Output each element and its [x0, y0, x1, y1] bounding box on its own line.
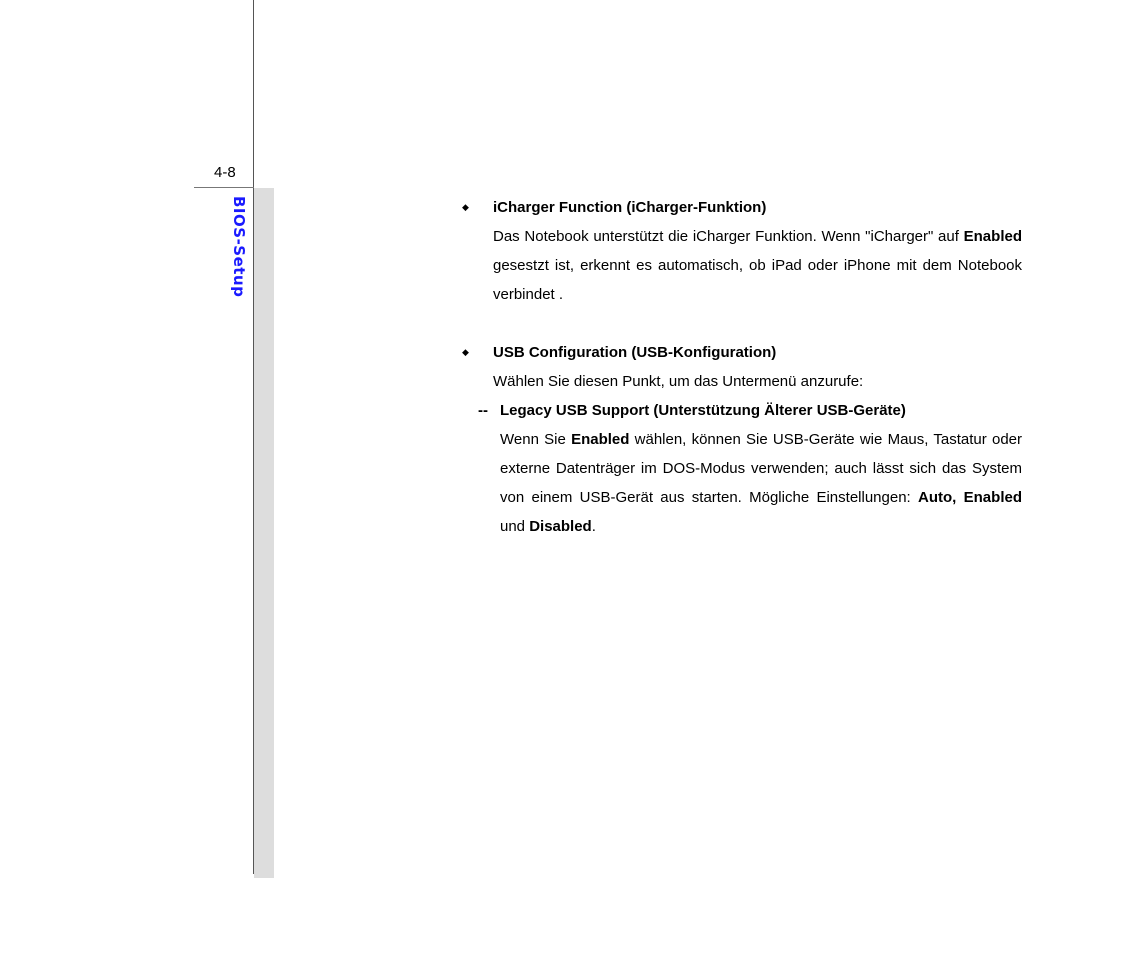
dash-marker: -- [478, 402, 488, 419]
bullet-icon: ◆ [462, 347, 469, 357]
body-text: . [591, 518, 596, 535]
item-intro: Wählen Sie diesen Punkt, um das Untermenü anzurufe: [493, 373, 864, 390]
item-body [493, 222, 1022, 309]
body-text: Das Notebook unterstützt die iCharger Funktion. Wenn "iCharger" auf [493, 228, 964, 245]
main-content [462, 193, 1022, 541]
body-bold: Enabled [571, 431, 630, 448]
side-gray-bar [254, 188, 274, 878]
body-text: Wenn Sie [500, 431, 572, 448]
body-bold: Auto, Enabled [918, 489, 1022, 506]
sub-item-body [500, 425, 1022, 541]
page-number: 4-8 [214, 164, 236, 181]
section-label: BIOS-Setup [230, 196, 248, 298]
body-text: gesestzt ist, erkennt es automatisch, ob iPad oder iPhone mit dem Notebook verbindet . [493, 257, 1022, 303]
body-text: wählen, können Sie USB-Geräte wie Maus, Tastatur oder externe Datenträger im DOS-Modus verwenden; auch lässt sich das System von einem USB-Gerät aus starten. Mögliche Einstellungen: [500, 431, 1022, 506]
body-bold: Disabled [529, 518, 592, 535]
item-title: USB Configuration (USB-Konfiguration) [493, 344, 777, 361]
item-title: iCharger Function (iCharger-Funktion) [493, 199, 767, 216]
bullet-icon: ◆ [462, 202, 469, 212]
sub-item-legacy-usb [470, 396, 1022, 541]
body-text: und [500, 518, 530, 535]
list-item-icharger [462, 193, 1022, 309]
body-bold: Enabled [963, 228, 1022, 245]
page-number-rule [194, 187, 254, 188]
sub-item-title: Legacy USB Support (Unterstützung Älterer USB-Geräte) [500, 402, 906, 419]
list-item-usb-config [462, 338, 1022, 541]
